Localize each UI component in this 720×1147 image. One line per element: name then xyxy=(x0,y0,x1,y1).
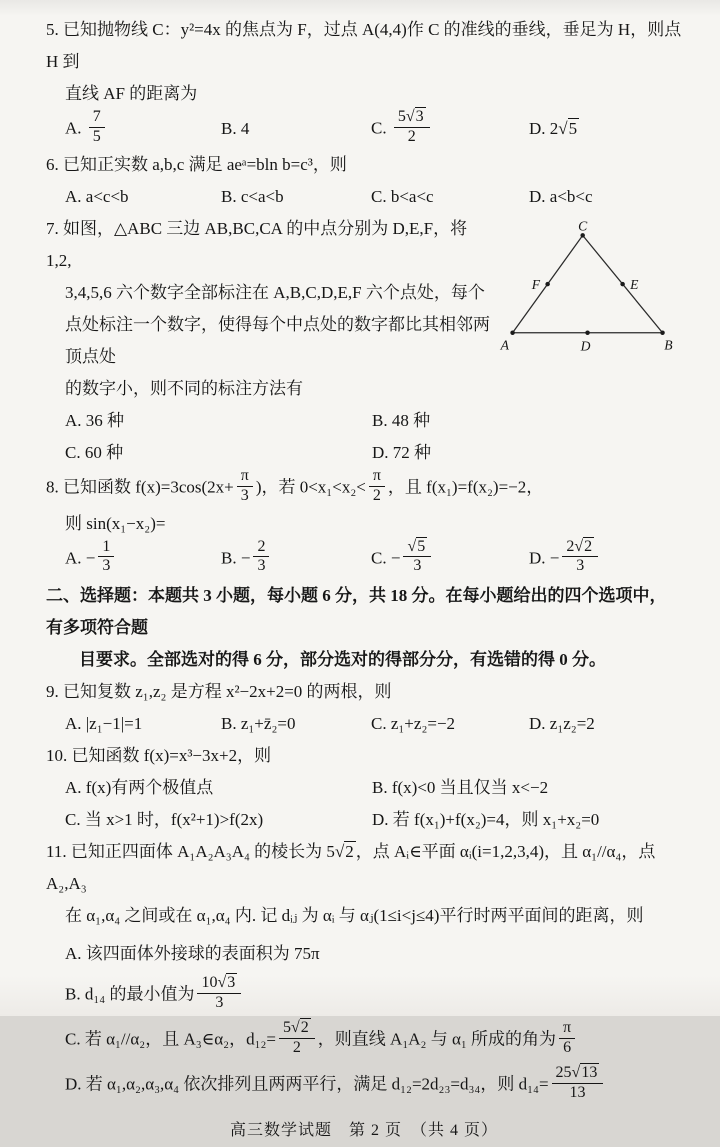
question-5-options xyxy=(46,110,682,149)
question-5-stem-line-1: 5. 已知抛物线 C：y²=4x 的焦点为 F，过点 A(4,4)作 C 的准线的垂线，垂足为 H，则点 H 到 xyxy=(46,20,682,71)
question-10-option-d: D. 若 f(x₁)+f(x₂)=4，则 x₁+x₂=0 xyxy=(372,810,600,830)
question-7-stem-line-1: 7. 如图，△ABC 三边 AB,BC,CA 的中点分别为 D,E,F，将 1,2, xyxy=(46,218,468,270)
question-11-option-a: A. 该四面体外接球的表面积为 75π xyxy=(65,944,320,964)
question-10-option-b: B. f(x)<0 当且仅当 x<−2 xyxy=(372,778,549,798)
question-6 xyxy=(46,149,682,213)
question-7-option-b: B. 48 种 xyxy=(372,410,431,430)
section-2-line-2: 目要求。全部选对的得 6 分，部分选对的得部分分，有选错的得 0 分。 xyxy=(79,650,606,670)
question-9-option-c: C. z₁+z₂=−2 xyxy=(371,714,456,734)
question-6-option-b: B. c<a<b xyxy=(221,186,284,206)
question-7-option-c: C. 60 种 xyxy=(65,442,124,462)
question-7-option-d: D. 72 种 xyxy=(372,442,432,462)
figure-point-d xyxy=(585,330,589,334)
question-8-options xyxy=(46,537,682,579)
question-7-text xyxy=(46,213,493,437)
page-footer: 高三数学试题 第 2 页 （共 4 页） xyxy=(229,1121,498,1139)
figure-point-e xyxy=(620,282,624,286)
question-6-option-c: C. b<a<c xyxy=(371,186,434,206)
triangle-figure xyxy=(497,219,682,366)
question-7-stem-line-2: 3,4,5,6 六个数字全部标注在 A,B,C,D,E,F 六个点处，每个 xyxy=(65,282,485,302)
question-10-option-a: A. f(x)有两个极值点 xyxy=(65,778,214,798)
figure-point-a xyxy=(510,330,514,334)
question-11-stem-line-2: 在 α₁,α₄ 之间或在 α₁,α₄ 内. 记 dᵢⱼ 为 αᵢ 与 αⱼ(1≤i<j≤4)平行时两平面间的距离，则 xyxy=(65,906,644,926)
question-9-option-b: B. z₁+z̄₂=0 xyxy=(221,714,296,734)
question-5-option-a: A. $\frac{7}{5}$ xyxy=(65,110,221,149)
question-11 xyxy=(46,836,682,1104)
figure-label-e: E xyxy=(630,276,639,292)
question-10-option-c: C. 当 x>1 时，f(x²+1)>f(2x) xyxy=(65,810,264,830)
question-10-stem-line-1: 10. 已知函数 f(x)=x³−3x+2，则 xyxy=(46,746,272,766)
question-9-option-a: A. |z₁−1|=1 xyxy=(65,714,143,734)
question-6-stem-line-1: 6. 已知正实数 a,b,c 满足 aeᵃ=bln b=c³，则 xyxy=(46,154,347,174)
question-5-option-b: B. 4 xyxy=(221,119,250,139)
question-6-options xyxy=(46,181,682,213)
triangle-svg xyxy=(497,219,682,355)
question-8-stem-line-1: 8. 已知函数 f(x)=3cos(2x+ $\frac{\pi}{3}$ )，若 0<x₁<x₂< $\frac{\pi}{2}$ ，且 f(x₁)=f(x₂)=−2， xyxy=(46,466,544,504)
question-6-option-a: A. a<c<b xyxy=(65,186,129,206)
question-11-option-c: C. 若 α₁//α₂，且 A₃∈α₂，d₁₂= $\frac{5√2}{2}$ ，则直线 A₁A₂ 与 α₁ 所成的角为 $\frac{\pi}{6}$ xyxy=(46,1021,682,1060)
question-8-option-a: A. − $\frac{1}{3}$ xyxy=(65,540,221,579)
figure-label-b: B xyxy=(664,337,673,353)
question-7 xyxy=(46,213,682,469)
question-5-option-c: C. $\frac{5√3}{2}$ xyxy=(371,110,529,149)
question-9 xyxy=(46,676,682,740)
question-7-stem-line-3: 点处标注一个数字，使得每个中点处的数字都比其相邻两顶点处 xyxy=(65,314,490,366)
question-10-options-row-2 xyxy=(46,804,682,836)
question-8 xyxy=(46,466,682,579)
section-2-line-1: 二、选择题：本题共 3 小题，每小题 6 分，共 18 分。在每小题给出的四个选项中，有多项符合题 xyxy=(46,586,667,638)
question-11-option-d: D. 若 α₁,α₂,α₃,α₄ 依次排列且两两平行，满足 d₁₂=2d₂₃=d₃₄，则 d₁₄= $\frac{25√13}{13}$ xyxy=(46,1066,682,1105)
section-2-header xyxy=(46,580,682,676)
question-10-options-row-1 xyxy=(46,772,682,804)
question-7-stem-line-4: 的数字小，则不同的标注方法有 xyxy=(65,378,303,398)
question-7-row xyxy=(46,213,682,437)
question-8-stem-line-2: 则 sin(x₁−x₂)= xyxy=(65,513,166,533)
figure-point-f xyxy=(545,282,549,286)
question-11-stem-line-1: 11. 已知正四面体 A₁A₂A₃A₄ 的棱长为 5√2 ，点 Aᵢ∈平面 αᵢ(i=1,2,3,4)，且 α₁//α₄，点 A₂,A₃ xyxy=(46,842,656,894)
question-7-options-row-2 xyxy=(46,437,682,469)
question-10 xyxy=(46,740,682,836)
figure-label-c: C xyxy=(578,218,588,234)
figure-label-f: F xyxy=(531,276,541,292)
question-9-option-d: D. z₁z₂=2 xyxy=(529,714,595,734)
question-5 xyxy=(46,14,682,149)
question-7-options-row-1 xyxy=(46,405,493,437)
question-9-stem-line-1: 9. 已知复数 z₁,z₂ 是方程 x²−2x+2=0 的两根，则 xyxy=(46,682,392,702)
figure-point-c xyxy=(580,233,584,237)
question-8-option-b: B. − $\frac{2}{3}$ xyxy=(221,540,371,579)
question-7-option-a: A. 36 种 xyxy=(65,410,125,430)
question-5-stem-line-2: 直线 AF 的距离为 xyxy=(65,84,198,103)
question-8-option-d: D. − $\frac{2√2}{3}$ xyxy=(529,540,682,579)
question-9-options xyxy=(46,708,682,740)
figure-point-b xyxy=(660,330,664,334)
figure-label-d: D xyxy=(580,338,591,354)
figure-label-a: A xyxy=(500,337,509,353)
question-5-option-d: D. 2√5 xyxy=(529,119,578,139)
question-11-option-b: B. d₁₄ 的最小值为 $\frac{10√3}{3}$ xyxy=(46,976,682,1015)
question-8-option-c: C. − $\frac{√5}{3}$ xyxy=(371,540,529,579)
question-6-option-d: D. a<b<c xyxy=(529,186,593,206)
